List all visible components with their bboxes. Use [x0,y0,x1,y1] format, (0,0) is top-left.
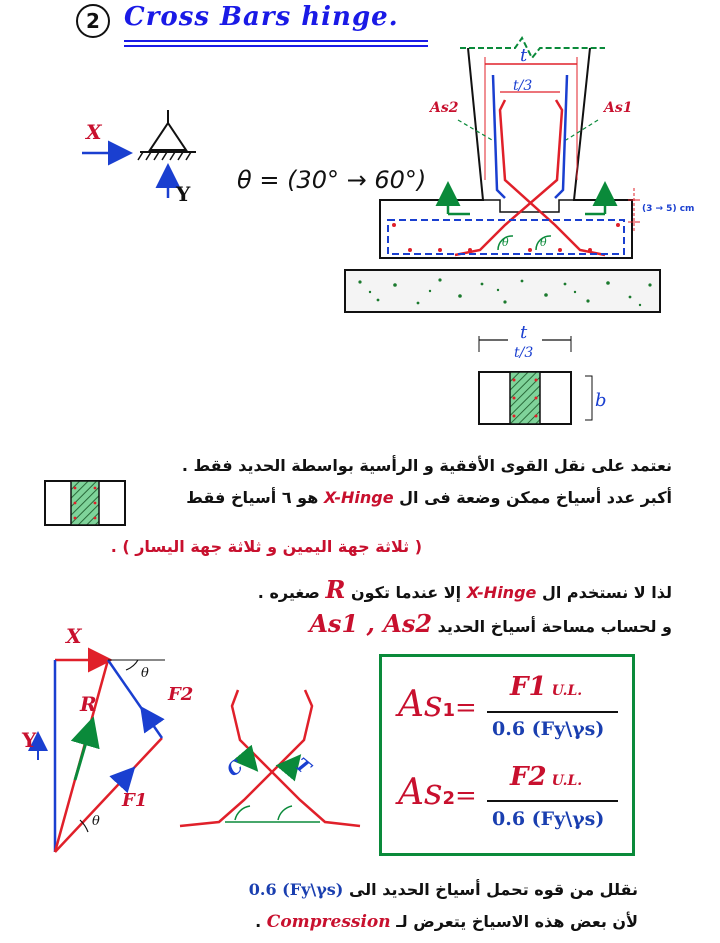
force-y-label: Y [22,728,37,752]
text-line-4-term: X-Hinge [466,583,537,602]
page-title: Cross Bars hinge. [124,2,399,32]
text-line-4-suffix: صغيره . [257,583,320,602]
force-f2-label: F2 [168,684,194,705]
force-theta-bottom: θ [92,814,100,829]
force-f1-label: F1 [122,790,148,811]
as1-f-label: F1 [510,672,547,702]
text-line-2-suffix: هو ٦ أسياخ فقط [186,488,319,507]
footer-line-1-factor: 0.6 (Fy\γs) [248,880,344,899]
footer-line-2-term: Compression [266,912,391,932]
theta-symbol: θ = [237,166,280,194]
force-r-label: R [80,692,97,716]
as2-denominator: 0.6 (Fy\γs) [492,808,605,830]
plan-t-third-label: t/3 [514,345,534,361]
theta-label-left: θ [502,236,509,249]
as2-symbol: As [398,772,443,813]
force-theta-top: θ [141,666,149,681]
text-line-2 [186,488,672,507]
footer-line-2 [255,912,638,932]
as1-denominator: 0.6 (Fy\γs) [492,718,605,740]
text-line-5 [309,609,672,638]
as1-subscript: 1 [442,700,456,721]
plan-view-drawing [479,336,592,424]
plan-b-label: b [595,390,607,411]
text-line-3: ( ثلاثة جهة اليمين و ثلاثة جهة اليسار ) . [110,537,422,556]
as1-symbol: As [398,684,443,725]
text-line-1: نعتمد على نقل القوى الأفقية و الرأسية بواسطة الحديد فقط . [181,456,672,475]
theta-label-right: θ [540,236,547,249]
as1-numerator [510,672,582,702]
x-axis-label: X [86,120,102,144]
footer-line-1 [249,880,638,899]
y-axis-label: Y [176,182,191,206]
text-line-5-as: As1 , As2 [309,609,433,638]
theta-range-value: (30° → 60°) [287,166,427,194]
as2-formula-lhs [398,772,477,813]
section-t-third-label: t/3 [513,78,533,94]
text-line-5-prefix: و لحساب مساحة أسياخ الحديد [437,617,672,636]
text-line-4 [258,575,672,604]
theta-range [237,166,426,194]
compression-label: C [222,755,248,782]
footer-line-2-end: . [255,912,262,931]
as1-equals: = [455,693,477,723]
text-line-4-r: R [325,575,346,604]
as1-formula-lhs [398,684,477,725]
as2-ul-label: U.L. [551,773,583,789]
as2-equals: = [455,781,477,811]
section-number-badge: 2 [76,4,110,38]
as1-ul-label: U.L. [551,683,583,699]
footer-line-2-text: لأن بعض هذه الاسياخ يتعرض لـ [396,912,638,931]
force-triangle-diagram [38,660,165,852]
as2-numerator [510,762,582,792]
section-t-label: t [520,45,528,66]
force-x-label: X [66,624,82,648]
as2-label: As2 [430,100,459,116]
plan-icon-small [45,481,125,525]
as1-label: As1 [604,100,633,116]
bars-cross-diagram [180,690,360,826]
text-line-2-prefix: أكبر عدد أسياخ ممكن وضعة فى ال [399,488,672,507]
as2-f-label: F2 [510,762,547,792]
text-line-4-mid: إلا عندما تكون [350,583,462,602]
text-line-4-prefix: لذا لا نستخدم ال [541,583,672,602]
plan-t-label: t [520,322,528,343]
footer-line-1-text: نقلل من قوه تحمل أسياخ الحديد الى [348,880,638,899]
tension-label: T [290,754,315,779]
spacing-label: (3 → 5) cm [642,204,695,214]
text-line-2-term: X-Hinge [323,488,394,507]
as2-subscript: 2 [442,788,456,809]
